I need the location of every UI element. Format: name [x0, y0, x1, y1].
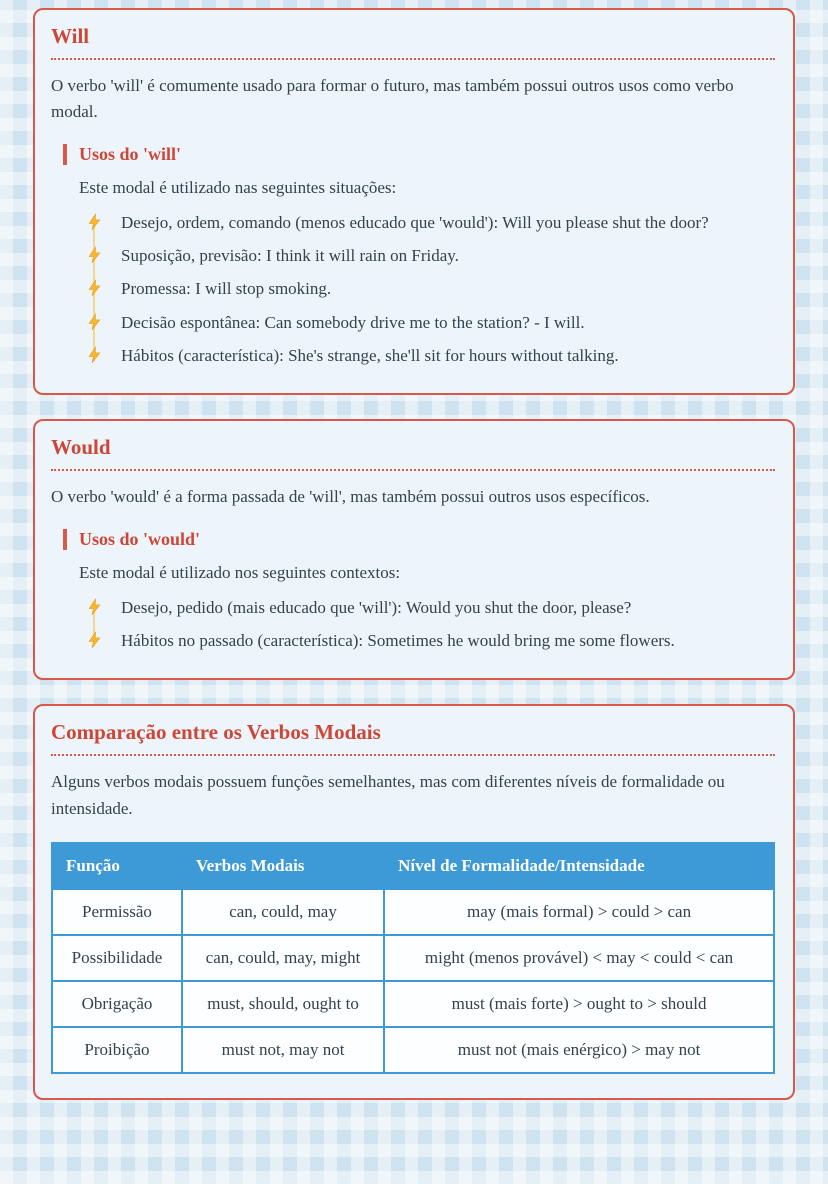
table-cell: Obrigação	[52, 981, 182, 1027]
table-cell: must (mais forte) > ought to > should	[384, 981, 774, 1027]
table-row	[52, 981, 774, 1027]
table-cell: can, could, may	[182, 889, 384, 935]
comparison-table	[51, 842, 775, 1074]
list-item	[85, 343, 775, 369]
list-item-text: Decisão espontânea: Can somebody drive me to the station? - I will.	[121, 312, 585, 332]
table-cell: Possibilidade	[52, 935, 182, 981]
list-item	[85, 210, 775, 236]
lightning-icon	[86, 631, 103, 649]
card-would-title: Would	[51, 435, 775, 471]
card-will-usage-title: Usos do 'will'	[63, 144, 775, 165]
table-cell: must, should, ought to	[182, 981, 384, 1027]
card-will-usage-section	[51, 144, 775, 370]
table-row	[52, 1027, 774, 1073]
card-comparison-title: Comparação entre os Verbos Modais	[51, 720, 775, 756]
table-row	[52, 889, 774, 935]
lightning-icon	[86, 346, 103, 364]
table-cell: can, could, may, might	[182, 935, 384, 981]
card-would-usage-list	[85, 595, 775, 655]
card-would	[33, 419, 795, 680]
list-item-text: Hábitos no passado (característica): Sometimes he would bring me some flowers.	[121, 631, 675, 651]
table-cell: must not (mais enérgico) > may not	[384, 1027, 774, 1073]
card-will-usage-lead: Este modal é utilizado nas seguintes situações:	[79, 177, 397, 197]
lightning-icon	[86, 279, 103, 297]
table-cell: may (mais formal) > could > can	[384, 889, 774, 935]
table-cell: might (menos provável) < may < could < can	[384, 935, 774, 981]
list-item	[85, 595, 775, 621]
lightning-icon	[86, 246, 103, 264]
list-item	[85, 310, 775, 336]
list-item-text: Desejo, ordem, comando (menos educado que 'would'): Will you please shut the door?	[121, 212, 709, 232]
card-would-usage-section	[51, 529, 775, 655]
table-header-row	[52, 843, 774, 889]
list-item-text: Hábitos (característica): She's strange, she'll sit for hours without talking.	[121, 346, 619, 366]
table-header-funcao: Função	[52, 843, 182, 889]
table-header-nivel: Nível de Formalidade/Intensidade	[384, 843, 774, 889]
lightning-icon	[86, 598, 103, 616]
list-item-text: Promessa: I will stop smoking.	[121, 279, 332, 299]
table-header-verbos: Verbos Modais	[182, 843, 384, 889]
card-would-usage-title: Usos do 'would'	[63, 529, 775, 550]
list-item	[85, 243, 775, 269]
table-cell: must not, may not	[182, 1027, 384, 1073]
card-comparison-intro: Alguns verbos modais possuem funções semelhantes, mas com diferentes níveis de formalidade ou intensidade.	[51, 772, 725, 818]
table-row	[52, 935, 774, 981]
card-would-intro: O verbo 'would' é a forma passada de 'will', mas também possui outros usos específicos.	[51, 487, 650, 507]
list-item	[85, 628, 775, 654]
card-will	[33, 8, 795, 395]
list-item	[85, 276, 775, 302]
card-will-intro: O verbo 'will' é comumente usado para formar o futuro, mas também possui outros usos como verbo modal.	[51, 76, 734, 122]
lightning-icon	[86, 213, 103, 231]
list-item-text: Desejo, pedido (mais educado que 'will'): Would you shut the door, please?	[121, 597, 632, 617]
table-cell: Permissão	[52, 889, 182, 935]
card-would-usage-lead: Este modal é utilizado nos seguintes contextos:	[79, 562, 401, 582]
card-comparison	[33, 704, 795, 1100]
card-will-title: Will	[51, 24, 775, 60]
table-cell: Proibição	[52, 1027, 182, 1073]
lightning-icon	[86, 313, 103, 331]
card-will-usage-list	[85, 210, 775, 370]
list-item-text: Suposição, previsão: I think it will rain on Friday.	[121, 246, 459, 266]
